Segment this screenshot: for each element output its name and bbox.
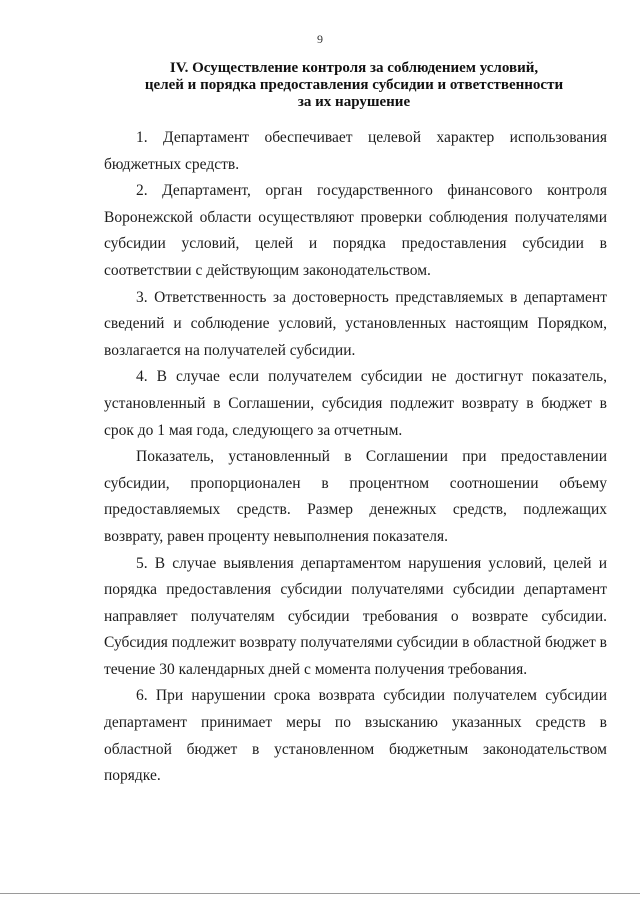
paragraph-5: 5. В случае выявления департаментом нарушения условий, целей и порядка предоставления субсидии получателями субсидии департамент направляет получателям субсидии требования о возврате субсидии. Субсидия подлежит возврату получателями субсидии в областной бюджет в течение 30 календарных дней с момента получения требования. (104, 554, 607, 678)
page-number: 9 (317, 32, 323, 46)
section-heading-line-1: IV. Осуществление контроля за соблюдением условий, (169, 60, 539, 76)
paragraph-2: 2. Департамент, орган государственного финансового контроля Воронежской области осуществляют проверки соблюдения получателями субсидии условий, целей и порядка предоставления субсидии в соответствии с действующим законодательством. (104, 182, 607, 279)
section-heading (120, 60, 588, 111)
paragraph-6: 6. При нарушении срока возврата субсидии получателем субсидии департамент принимает меры по взысканию указанных средств в областной бюджет в установленном бюджетным законодательством порядке. (104, 687, 607, 785)
page-bottom-edge (0, 893, 640, 894)
section-heading-line-2: целей и порядка предоставления субсидии и ответственности (144, 77, 564, 93)
paragraph-3: 3. Ответственность за достоверность представляемых в департамент сведений и соблюдение условий, установленных настоящим Порядком, возлагается на получателей субсидии. (104, 288, 607, 359)
paragraph-4: 4. В случае если получателем субсидии не достигнут показатель, установленный в Соглашении, субсидия подлежит возврату в бюджет в срок до 1 мая года, следующего за отчетным. (104, 368, 607, 439)
section-heading-line-3: за их нарушение (297, 94, 411, 110)
section-body (104, 125, 607, 790)
paragraph-1: 1. Департамент обеспечивает целевой характер использования бюджетных средств. (104, 129, 607, 173)
paragraph-4-continuation: Показатель, установленный в Соглашении при предоставлении субсидии, пропорционален в процентном соотношении объему предоставляемых средств. Размер денежных средств, подлежащих возврату, равен проценту невыполнения показателя. (104, 448, 607, 545)
